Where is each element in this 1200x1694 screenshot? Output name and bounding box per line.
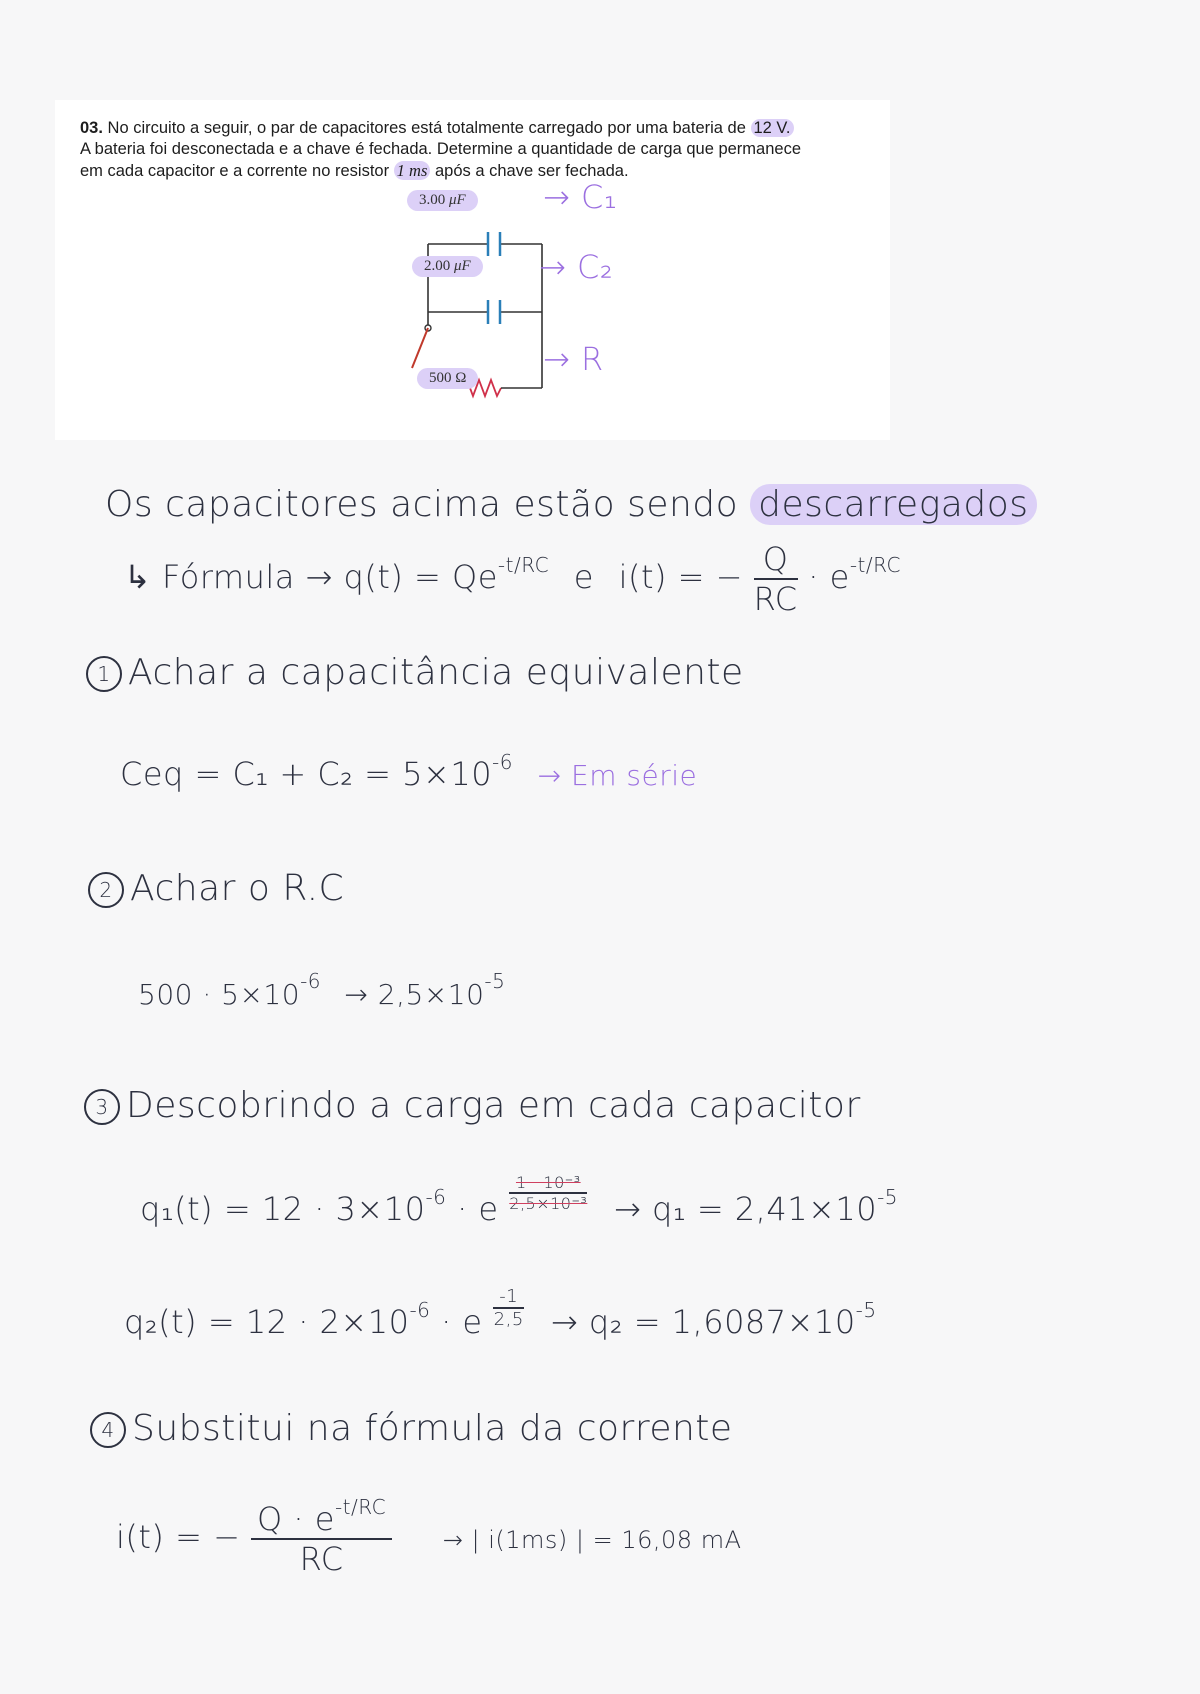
q1-equation: $q_1(t) = 12 \cdot 3\times 10^{-6} \cdot e$ $\frac{\text{1 · 10⁻³}}{\text{2,5×10⁻³}}$ → $q_1 = 2,41\times 10^{-5}$ [140,1173,899,1228]
c2-tag: → C₂ [539,248,614,286]
discharging-highlight: descarregados [750,484,1036,525]
q1-exponent-fraction: $\frac{\text{1 · 10⁻³}}{\text{2,5×10⁻³}}$ [509,1173,588,1213]
problem-text-c: em cada capacitor e a corrente no resistor [80,162,390,180]
step2-number: 2 [88,872,124,908]
step1-equation: Ceq = $C_1 + C_2 = 5\times 10^{-6} \to Em$ série [120,750,698,793]
problem-text-a: No circuito a seguir, o par de capacitores está totalmente carregado por uma bateria de [107,119,746,137]
step1-heading: 1 Achar a capacitância equivalente [86,652,744,693]
current-formula: i(t) = − $\frac{Q}{RC}$ · $e^{-t/RC}$ [618,540,901,618]
formula-line: ↳ Fórmula → $q(t) = Qe^{-t/RC}$ e i(t) = − $\frac{Q}{RC}$ · $e^{-t/RC}$ [124,540,901,618]
c2-label: 2.00 μF [412,256,483,277]
intro-line: Os capacitores acima estão sendo descarregados [105,484,1037,525]
q2-exponent-fraction: $\frac{-1}{2,5}$ [493,1286,524,1330]
current-equation: i(t) = − $\frac{Q \cdot e^{-t/RC}}{RC}$ → | i(1ms) | = 16,08 mA [116,1495,742,1578]
time-value: 1 ms [394,161,431,180]
problem-text-d: após a chave ser fechada. [434,162,629,180]
step3-number: 3 [84,1089,120,1125]
c1-label: 3.00 μF [407,190,478,211]
step4-number: 4 [90,1412,126,1448]
problem-card [55,100,890,440]
resistor-label: 500 Ω [417,368,478,389]
current-result: → | i(1ms) | = 16,08 mA [442,1526,742,1554]
r-tag: → R [543,340,604,378]
switch-lever [412,328,428,368]
step2-equation: $500 \cdot 5\times 10^{-6} \to 2,5\times 10^{-5}$ [138,969,506,1011]
step1-number: 1 [86,656,122,692]
current-fraction: $\frac{Q \cdot e^{-t/RC}}{RC}$ [251,1500,392,1578]
battery-voltage: 12 V. [751,119,794,137]
c1-tag: → C₁ [543,178,618,216]
problem-number: 03. [80,119,103,137]
charge-formula: $q(t) = Qe^{-t/RC}$ [343,553,550,596]
problem-text-b: A bateria foi desconectada e a chave é fechada. Determine a quantidade de carga que permanece [80,140,801,158]
q2-equation: $q_2(t) = 12 \cdot 2\times 10^{-6} \cdot e$ $\frac{-1}{2,5}$ → $q_2 = 1,6087\times 10^{-5}$ [124,1286,877,1341]
series-note: → Em série [537,759,698,792]
step3-heading: 3 Descobrindo a carga em cada capacitor [84,1085,861,1126]
step4-heading: 4 Substitui na fórmula da corrente [90,1408,733,1449]
step2-heading: 2 Achar o R.C [88,868,344,909]
